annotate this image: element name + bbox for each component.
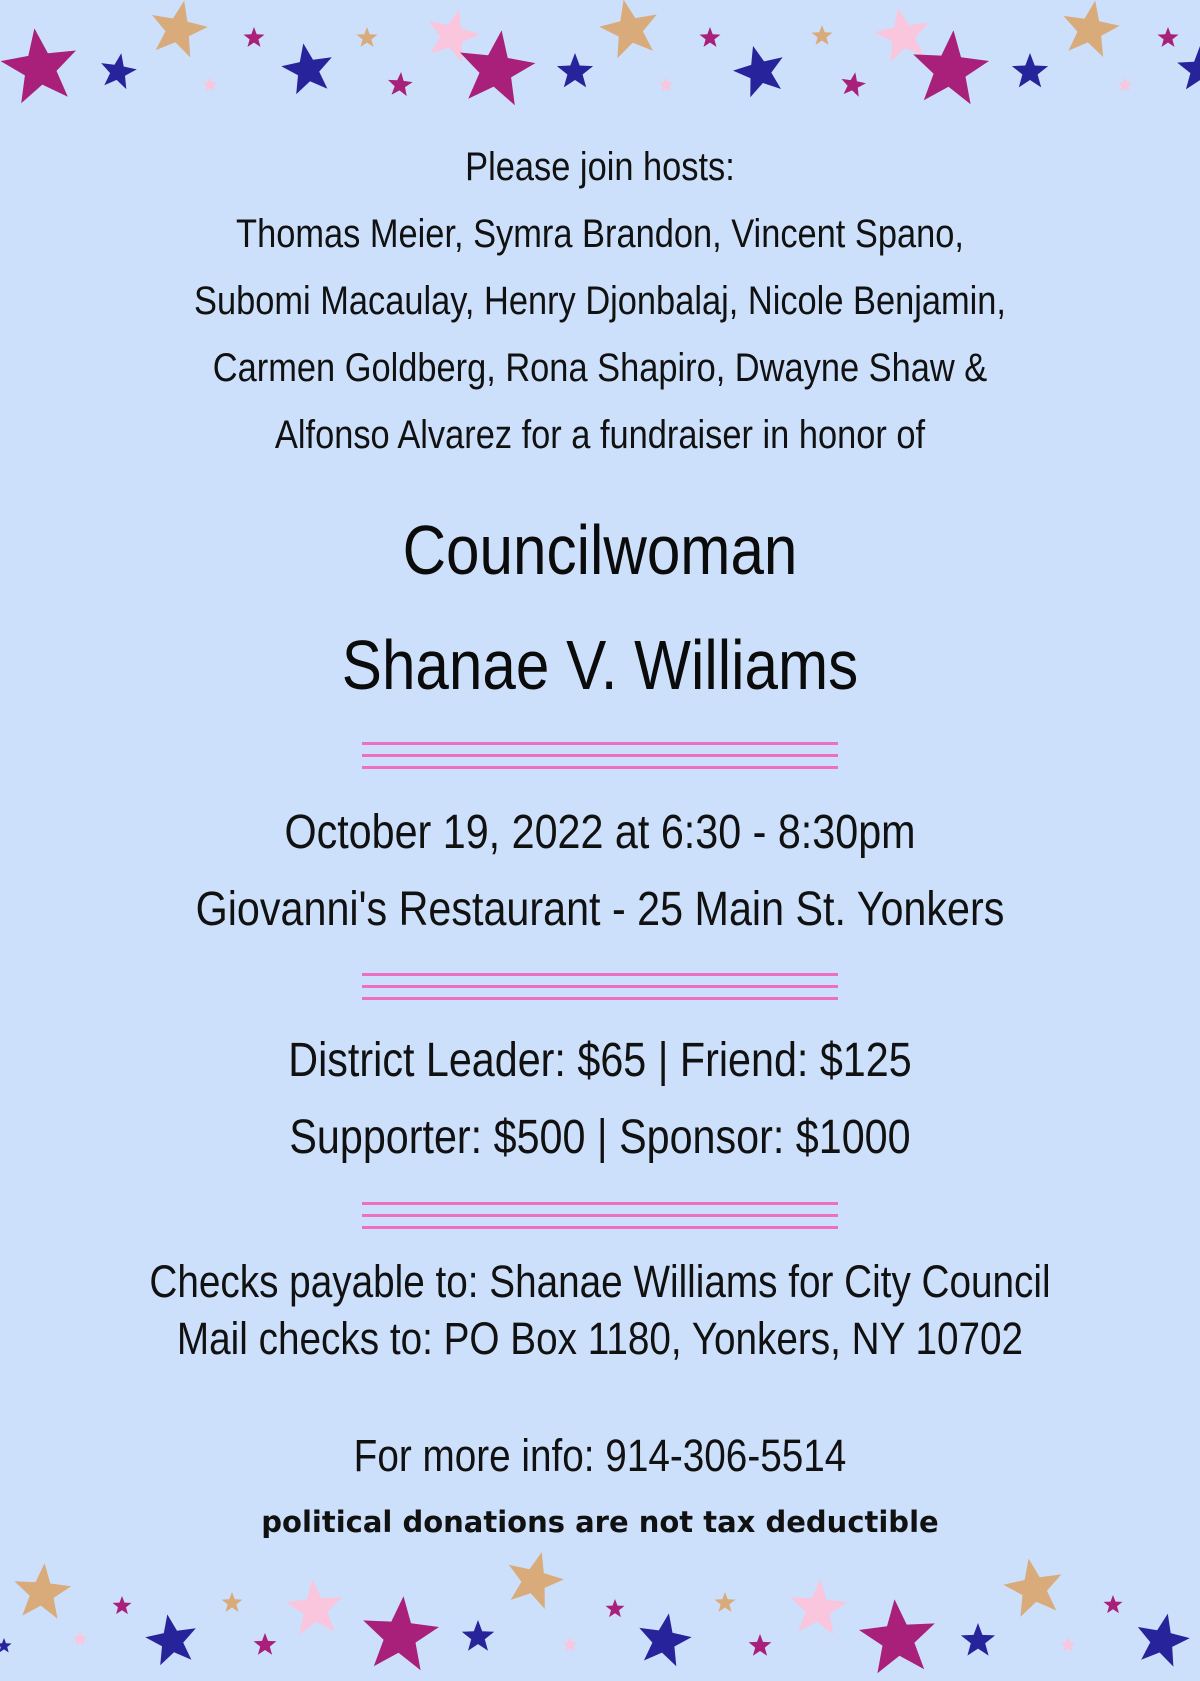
star-icon bbox=[1060, 1637, 1075, 1652]
star-icon bbox=[222, 1592, 243, 1612]
star-icon bbox=[859, 1599, 935, 1673]
star-icon bbox=[700, 27, 721, 47]
star-icon bbox=[0, 1638, 12, 1653]
star-icon bbox=[658, 77, 673, 92]
star-icon bbox=[874, 7, 928, 62]
star-icon bbox=[557, 53, 593, 87]
star-icon bbox=[101, 53, 137, 89]
tax-disclaimer: political donations are not tax deductible bbox=[261, 1505, 939, 1539]
star-icon bbox=[254, 1633, 277, 1655]
star-icon bbox=[152, 1, 208, 58]
star-icon bbox=[1117, 77, 1132, 92]
star-icon bbox=[606, 1599, 625, 1617]
checks-payable: Checks payable to: Shanae Williams for City Council bbox=[149, 1256, 1051, 1307]
star-icon bbox=[733, 46, 783, 97]
event-location: Giovanni's Restaurant - 25 Main St. Yonkers bbox=[195, 883, 1005, 936]
star-icon bbox=[1012, 53, 1048, 87]
pink-divider-2 bbox=[362, 973, 838, 1005]
star-icon bbox=[286, 1579, 343, 1635]
hosts-line-3: Carmen Goldberg, Rona Shapiro, Dwayne Shaw & bbox=[212, 346, 988, 390]
star-icon bbox=[357, 27, 378, 47]
star-icon bbox=[913, 30, 989, 104]
hosts-line-2: Subomi Macaulay, Henry Djonbalaj, Nicole Benjamin, bbox=[194, 279, 1006, 323]
donation-tiers-line-1: District Leader: $65 | Friend: $125 bbox=[288, 1034, 912, 1087]
honoree-name: Shanae V. Williams bbox=[341, 626, 859, 704]
star-icon bbox=[363, 1596, 439, 1670]
star-icon bbox=[599, 0, 657, 58]
star-icon bbox=[812, 25, 833, 45]
top-star-border bbox=[0, 0, 1200, 140]
donation-tiers-line-2: Supporter: $500 | Sponsor: $1000 bbox=[289, 1111, 911, 1164]
pink-divider-3 bbox=[362, 1202, 838, 1234]
star-icon bbox=[842, 72, 866, 97]
star-icon bbox=[1158, 27, 1179, 47]
star-icon bbox=[639, 1613, 691, 1666]
star-icon bbox=[145, 1614, 196, 1665]
star-icon bbox=[244, 27, 265, 47]
star-icon bbox=[1, 28, 76, 103]
star-icon bbox=[281, 43, 332, 94]
hosts-line-1: Thomas Meier, Symra Brandon, Vincent Spano, bbox=[236, 212, 964, 256]
star-icon bbox=[961, 1623, 995, 1656]
honoree-title: Councilwoman bbox=[402, 511, 798, 589]
star-icon bbox=[509, 1552, 564, 1609]
star-icon bbox=[790, 1579, 847, 1635]
mail-checks-address: Mail checks to: PO Box 1180, Yonkers, NY 10702 bbox=[176, 1313, 1024, 1364]
star-icon bbox=[388, 72, 413, 96]
star-icon bbox=[1003, 1559, 1061, 1617]
star-icon bbox=[462, 1620, 494, 1651]
star-icon bbox=[749, 1634, 772, 1656]
star-icon bbox=[202, 77, 217, 92]
star-icon bbox=[1177, 46, 1200, 89]
pink-divider-1 bbox=[362, 742, 838, 774]
star-icon bbox=[1104, 1595, 1123, 1613]
star-icon bbox=[113, 1596, 132, 1614]
star-icon bbox=[14, 1563, 71, 1619]
star-icon bbox=[460, 30, 535, 105]
contact-info: For more info: 914-306-5514 bbox=[353, 1430, 847, 1481]
star-icon bbox=[1064, 1, 1120, 58]
hosts-line-4: Alfonso Alvarez for a fundraiser in honor of bbox=[274, 413, 926, 457]
star-icon bbox=[715, 1592, 736, 1612]
hosts-intro: Please join hosts: bbox=[465, 145, 735, 189]
star-icon bbox=[1138, 1614, 1190, 1667]
star-icon bbox=[562, 1637, 577, 1652]
event-date-time: October 19, 2022 at 6:30 - 8:30pm bbox=[284, 806, 916, 859]
bottom-star-border bbox=[0, 1541, 1200, 1681]
star-icon bbox=[72, 1631, 87, 1646]
